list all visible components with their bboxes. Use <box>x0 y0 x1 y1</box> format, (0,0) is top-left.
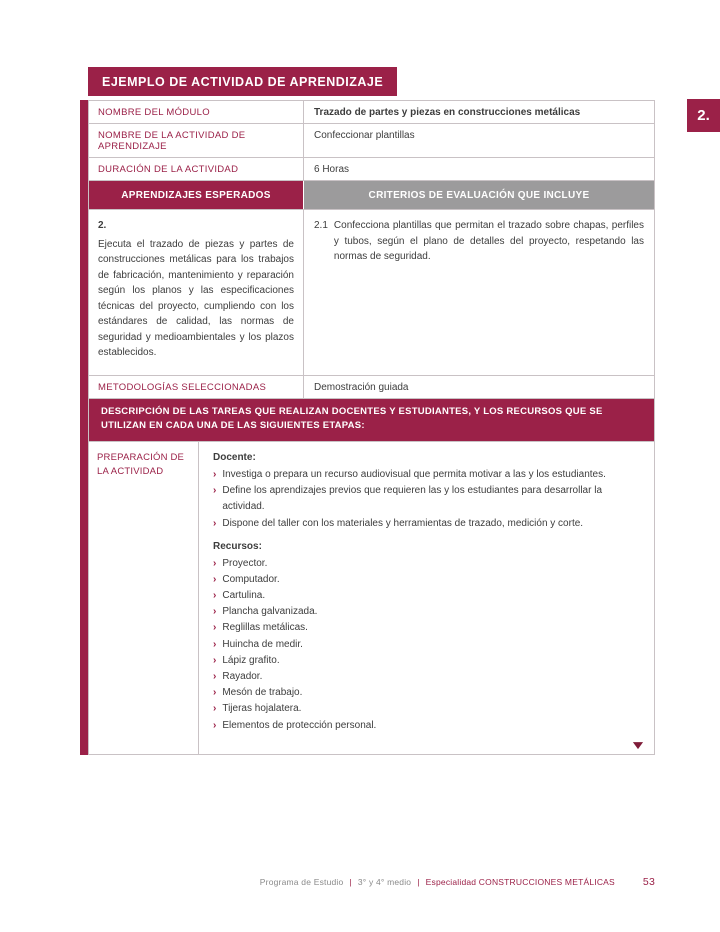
chevron-bullet-icon: › <box>213 573 217 585</box>
expected-learning-text: Ejecuta el trazado de piezas y partes de construcciones metálicas para los trabajos de fabricación, mantenimiento y reparación según los planos y las especificaciones técnicas del proyecto, cumpliendo con los estándares de calidad, las normas de seguridad y medioambientales y los plazos establecidos. <box>98 238 294 358</box>
duration-value: 6 Horas <box>314 164 350 175</box>
expected-learning-header: APRENDIZAJES ESPERADOS <box>89 181 304 209</box>
resources-section-title: Recursos: <box>213 540 262 552</box>
bullet-item <box>213 718 640 734</box>
bullet-text: Dispone del taller con los materiales y herramientas de trazado, medición y corte. <box>222 517 584 529</box>
criterion-text: Confecciona plantillas que permitan el trazado sobre chapas, perfiles y tubos, según el plano de detalles del proyecto, respetando las normas de seguridad. <box>333 220 644 262</box>
bullet-item <box>213 653 640 669</box>
bullet-text: Plancha galvanizada. <box>222 606 318 618</box>
chapter-tab <box>687 99 720 132</box>
module-name-label: NOMBRE DEL MÓDULO <box>89 101 304 123</box>
preparation-content <box>199 442 654 754</box>
chapter-tab-number: 2. <box>697 107 710 124</box>
duration-label: DURACIÓN DE LA ACTIVIDAD <box>89 158 304 180</box>
bullet-text: Lápiz grafito. <box>222 654 280 666</box>
teacher-section-title: Docente: <box>213 451 256 463</box>
activity-name-label: NOMBRE DE LA ACTIVIDAD DE APRENDIZAJE <box>89 124 304 157</box>
bullet-item <box>213 685 640 701</box>
resources-section <box>213 541 640 734</box>
module-name-row <box>89 101 654 123</box>
bullet-item <box>213 556 640 572</box>
evaluation-criteria-header: CRITERIOS DE EVALUACIÓN QUE INCLUYE <box>304 181 654 209</box>
chevron-bullet-icon: › <box>213 654 217 666</box>
bullet-text: Proyector. <box>222 557 268 569</box>
chevron-bullet-icon: › <box>213 606 217 618</box>
duration-row <box>89 157 654 180</box>
bullet-text: Computador. <box>222 573 280 585</box>
bullet-item <box>213 588 640 604</box>
activity-title-text: EJEMPLO DE ACTIVIDAD DE APRENDIZAJE <box>102 74 384 89</box>
activity-title-banner <box>88 67 397 96</box>
bullet-text: Reglillas metálicas. <box>222 622 308 634</box>
chevron-bullet-icon: › <box>213 638 217 650</box>
footer-separator-icon: | <box>349 877 352 887</box>
module-name-value: Trazado de partes y piezas en construcciones metálicas <box>314 107 581 118</box>
chevron-bullet-icon: › <box>213 719 217 731</box>
criterion-number: 2.1 <box>314 220 328 231</box>
page-footer <box>88 876 655 888</box>
bullet-item <box>213 637 640 653</box>
footer-separator-icon: | <box>417 877 420 887</box>
methodologies-value: Demostración guiada <box>314 381 409 393</box>
expected-learning-number: 2. <box>98 220 107 231</box>
activity-table-area <box>80 100 655 755</box>
evaluation-criteria-cell <box>304 210 654 375</box>
chevron-bullet-icon: › <box>213 468 217 480</box>
activity-name-value: Confeccionar plantillas <box>314 130 415 141</box>
column-headers-row <box>89 180 654 209</box>
bullet-item <box>213 701 640 717</box>
bullet-text: Define los aprendizajes previos que requieren las y los estudiantes para desarrollar la actividad. <box>222 485 603 513</box>
chevron-bullet-icon: › <box>213 671 217 682</box>
chevron-bullet-icon: › <box>213 485 217 497</box>
chevron-bullet-icon: › <box>213 687 217 699</box>
chevron-bullet-icon: › <box>213 590 217 602</box>
bullet-text: Elementos de protección personal. <box>222 719 377 731</box>
teacher-section <box>213 452 640 532</box>
methodologies-row <box>89 375 654 398</box>
bullet-item <box>213 669 640 685</box>
bullet-item <box>213 620 640 636</box>
accent-strip <box>80 100 88 755</box>
footer-grade-level: 3° y 4° medio <box>357 877 412 887</box>
expected-learning-cell <box>89 210 304 375</box>
resources-list <box>213 556 640 734</box>
chevron-bullet-icon: › <box>213 517 217 529</box>
bullet-item <box>213 516 640 532</box>
bullet-text: Tijeras hojalatera. <box>222 703 302 715</box>
bullet-item <box>213 572 640 588</box>
activity-table <box>88 100 655 755</box>
preparation-label: PREPARACIÓN DE LA ACTIVIDAD <box>89 442 199 754</box>
bullet-item <box>213 483 640 515</box>
methodologies-label: METODOLOGÍAS SELECCIONADAS <box>89 376 304 398</box>
bullet-item <box>213 467 640 483</box>
tasks-description-banner: DESCRIPCIÓN DE LAS TAREAS QUE REALIZAN DOCENTES Y ESTUDIANTES, Y LOS RECURSOS QUE SE UTILIZAN EN CADA UNA DE LAS SIGUIENTES ETAPAS: <box>89 398 654 441</box>
teacher-task-list <box>213 467 640 532</box>
bullet-text: Cartulina. <box>222 590 266 602</box>
page-number: 53 <box>642 876 655 888</box>
bullet-text: Investiga o prepara un recurso audiovisual que permita motivar a las y los estudiantes. <box>222 468 606 480</box>
chevron-bullet-icon: › <box>213 703 217 715</box>
activity-name-row <box>89 123 654 157</box>
bullet-text: Mesón de trabajo. <box>222 687 303 699</box>
footer-program-name: Programa de Estudio <box>259 877 344 887</box>
preparation-row <box>89 441 654 754</box>
footer-specialty-name: Especialidad CONSTRUCCIONES METÁLICAS <box>425 877 615 887</box>
chevron-bullet-icon: › <box>213 622 217 634</box>
bullet-text: Rayador. <box>222 671 263 682</box>
bullet-item <box>213 604 640 620</box>
down-arrow-icon: ▼ <box>629 737 647 752</box>
chevron-bullet-icon: › <box>213 557 217 569</box>
bullet-text: Huincha de medir. <box>222 638 303 650</box>
learning-criteria-row <box>89 209 654 375</box>
